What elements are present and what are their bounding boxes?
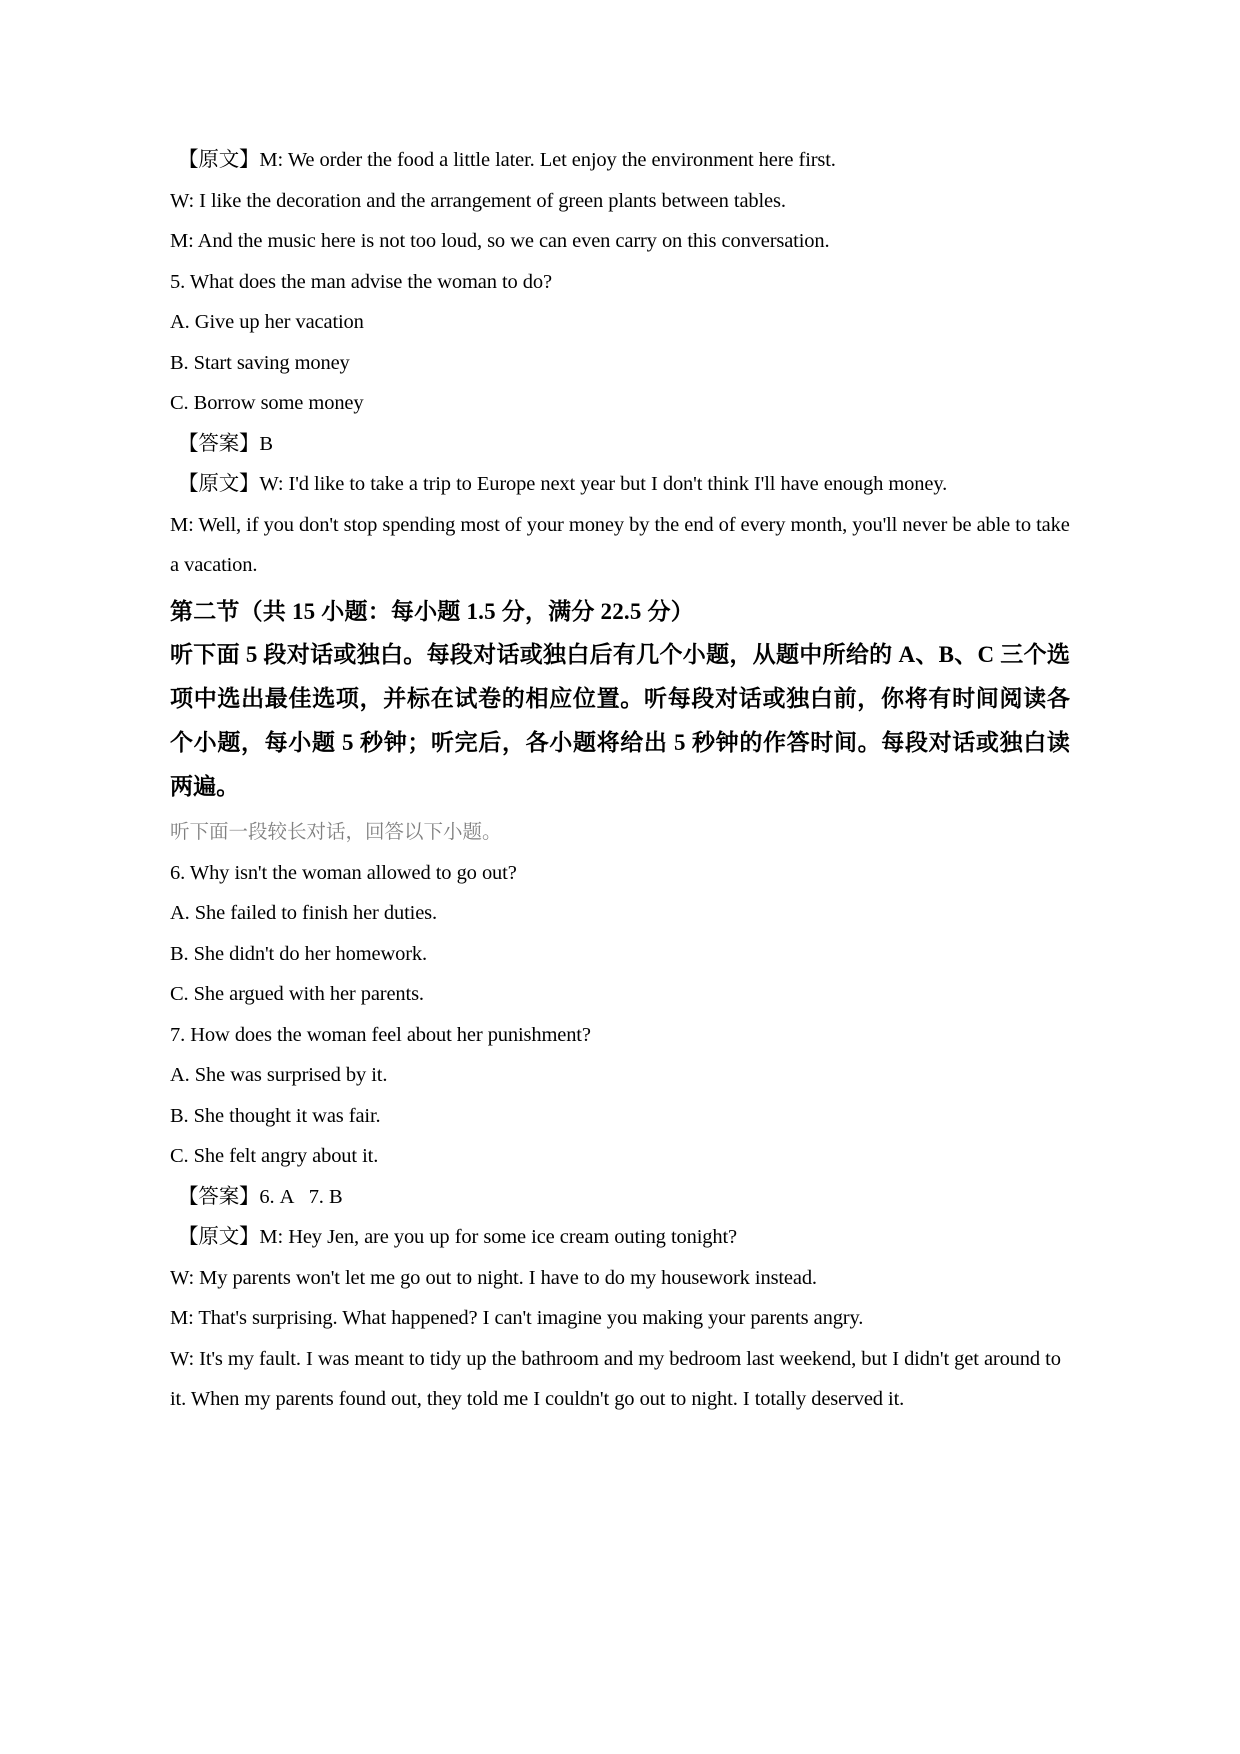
question-6-option-b: B. She didn't do her homework.: [170, 942, 427, 965]
section-2-instruction: 听下面 5 段对话或独白。每段对话或独白后有几个小题，从题中所给的 A、B、C 三个选项中选出最佳选项，并标在试卷的相应位置。听每段对话或独白前，你将有时间阅读各个小题，每小题 5 秒钟；听完后，各小题将给出 5 秒钟的作答时间。每段对话或独白读两遍。: [170, 641, 1070, 799]
transcript-q4-line-2: W: I like the decoration and the arrangement of green plants between tables.: [170, 189, 786, 212]
question-7-stem: 7. How does the woman feel about her punishment?: [170, 1023, 591, 1046]
question-6-option-c: C. She argued with her parents.: [170, 983, 424, 1005]
transcript-q4-line-3: M: And the music here is not too loud, so we can even carry on this conversation.: [170, 230, 830, 252]
questions-6-7-answer: 【答案】6. A 7. B: [178, 1185, 343, 1208]
transcript-q5-line-2: M: Well, if you don't stop spending most of your money by the end of every month, you'll never be able to take a vacation.: [170, 513, 1075, 576]
question-5-answer: 【答案】B: [178, 432, 273, 455]
question-5-stem: 5. What does the man advise the woman to do?: [170, 270, 552, 293]
transcript-6-7-line-3: M: That's surprising. What happened? I can't imagine you making your parents angry.: [170, 1307, 864, 1329]
question-7-option-a: A. She was surprised by it.: [170, 1064, 388, 1086]
question-6-stem: 6. Why isn't the woman allowed to go out?: [170, 861, 517, 884]
question-7-option-c: C. She felt angry about it.: [170, 1145, 379, 1167]
question-5-option-c: C. Borrow some money: [170, 392, 364, 414]
question-6-option-a: A. She failed to finish her duties.: [170, 902, 437, 924]
transcript-q5-line-1: 【原文】W: I'd like to take a trip to Europe next year but I don't think I'll have enough money.: [178, 473, 948, 495]
question-7-option-b: B. She thought it was fair.: [170, 1104, 381, 1127]
question-5-option-b: B. Start saving money: [170, 351, 350, 374]
transcript-q4-line-1: 【原文】M: We order the food a little later. Let enjoy the environment here first.: [178, 149, 836, 171]
section-2-heading: 第二节（共 15 小题：每小题 1.5 分，满分 22.5 分）: [170, 598, 694, 624]
transcript-6-7-line-4: W: It's my fault. I was meant to tidy up the bathroom and my bedroom last weekend, but I didn't get around to it. When my parents found out, they told me I couldn't go out to night. I totally deserved it.: [170, 1347, 1066, 1410]
transcript-6-7-line-2: W: My parents won't let me go out to night. I have to do my housework instead.: [170, 1266, 817, 1289]
transcript-6-7-line-1: 【原文】M: Hey Jen, are you up for some ice cream outing tonight?: [178, 1226, 737, 1248]
section-2-sub-instruction: 听下面一段较长对话，回答以下小题。: [170, 821, 502, 843]
question-5-option-a: A. Give up her vacation: [170, 311, 364, 333]
